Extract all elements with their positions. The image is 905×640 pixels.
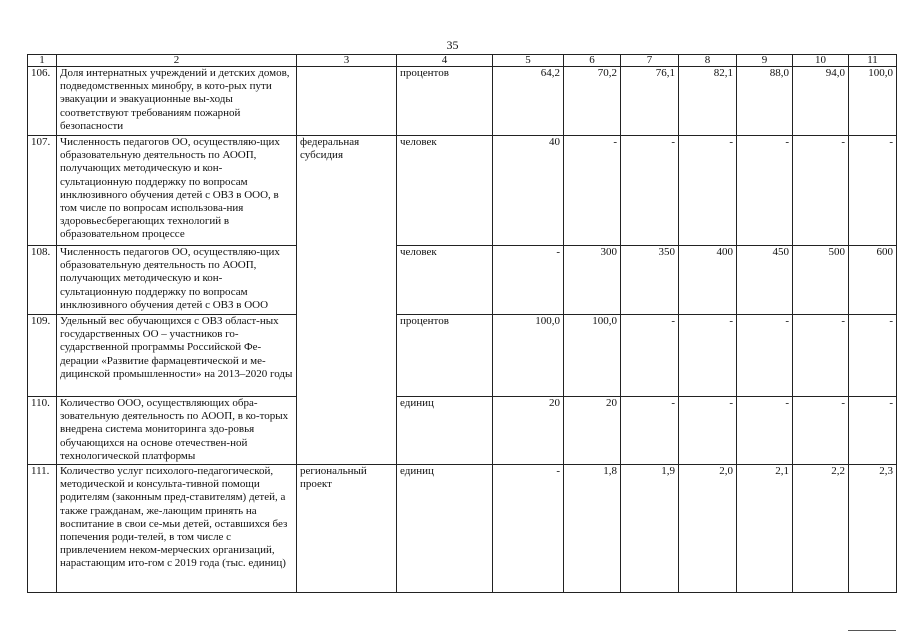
- value-cell: 100,0: [493, 315, 564, 397]
- column-header: 10: [793, 55, 849, 67]
- value-cell: 76,1: [621, 67, 679, 136]
- table-row: [28, 315, 897, 397]
- column-header: 9: [737, 55, 793, 67]
- table-row: [28, 67, 897, 136]
- value-cell: -: [621, 397, 679, 465]
- indicator-name: Количество услуг психолого-педагогической, методической и консульта-тивной помощи родителям (законным пред-ставителям) детей, а также гражданам, же-лающим принять на воспитание в свои се-мьи детей, оставшихся без попечения роди-телей, в том числе с привлечением неком-мерческих организаций, нарастающим ито-гом с 2019 года (тыс. единиц): [57, 465, 297, 593]
- funding-source: региональный проект: [297, 465, 397, 593]
- value-cell: 500: [793, 246, 849, 315]
- table-row: [28, 136, 897, 246]
- unit: процентов: [397, 315, 493, 397]
- value-cell: 1,9: [621, 465, 679, 593]
- value-cell: -: [493, 246, 564, 315]
- page-number: 35: [446, 38, 459, 52]
- column-header: 8: [679, 55, 737, 67]
- unit: единиц: [397, 465, 493, 593]
- unit: человек: [397, 246, 493, 315]
- value-cell: -: [564, 136, 621, 246]
- value-cell: 82,1: [679, 67, 737, 136]
- value-cell: 450: [737, 246, 793, 315]
- value-cell: -: [679, 315, 737, 397]
- row-number: 108.: [28, 246, 57, 315]
- value-cell: -: [621, 136, 679, 246]
- value-cell: 600: [849, 246, 897, 315]
- value-cell: -: [793, 136, 849, 246]
- value-cell: 20: [564, 397, 621, 465]
- value-cell: -: [793, 397, 849, 465]
- value-cell: -: [737, 397, 793, 465]
- indicator-name: Доля интернатных учреждений и детских домов, подведомственных минобру, в кото-рых пути эвакуации и эвакуационные вы-ходы соответствуют требованиям пожарной безопасности: [57, 67, 297, 136]
- value-cell: 20: [493, 397, 564, 465]
- value-cell: 40: [493, 136, 564, 246]
- column-header: 1: [28, 55, 57, 67]
- funding-source: [297, 67, 397, 136]
- value-cell: 2,0: [679, 465, 737, 593]
- value-cell: 70,2: [564, 67, 621, 136]
- funding-source: федеральная субсидия: [297, 136, 397, 465]
- value-cell: 400: [679, 246, 737, 315]
- column-header: 6: [564, 55, 621, 67]
- value-cell: -: [493, 465, 564, 593]
- value-cell: -: [737, 136, 793, 246]
- column-header: 3: [297, 55, 397, 67]
- column-header: 7: [621, 55, 679, 67]
- row-number: 110.: [28, 397, 57, 465]
- value-cell: -: [849, 397, 897, 465]
- value-cell: 2,3: [849, 465, 897, 593]
- value-cell: 300: [564, 246, 621, 315]
- unit: человек: [397, 136, 493, 246]
- indicators-table: [27, 54, 897, 593]
- row-number: 111.: [28, 465, 57, 593]
- column-header: 2: [57, 55, 297, 67]
- indicator-name: Количество ООО, осуществляющих обра-зовательную деятельность по АООП, в ко-торых внедрена система мониторинга здо-ровья обучающихся на основе отечествен-ной технологической платформы: [57, 397, 297, 465]
- value-cell: -: [621, 315, 679, 397]
- column-header: 5: [493, 55, 564, 67]
- value-cell: 100,0: [849, 67, 897, 136]
- unit: процентов: [397, 67, 493, 136]
- row-number: 107.: [28, 136, 57, 246]
- table-row: [28, 465, 897, 593]
- indicator-name: Численность педагогов ОО, осуществляю-щих образовательную деятельность по АООП, получающих методическую и кон-сультационную поддержку по вопросам инклюзивного обучения детей с ОВЗ в ООО: [57, 246, 297, 315]
- value-cell: 2,2: [793, 465, 849, 593]
- indicator-name: Численность педагогов ОО, осуществляю-щих образовательную деятельность по АООП, получающих методическую и кон-сультационную поддержку по вопросам инклюзивного обучения детей с ОВЗ в ООО, в том числе по вопросам использова-ния здоровьесберегающих технологий в образовательном процессе: [57, 136, 297, 246]
- value-cell: -: [793, 315, 849, 397]
- table-row: [28, 246, 897, 315]
- value-cell: 100,0: [564, 315, 621, 397]
- value-cell: -: [849, 315, 897, 397]
- table-row: [28, 397, 897, 465]
- value-cell: -: [849, 136, 897, 246]
- value-cell: 350: [621, 246, 679, 315]
- value-cell: -: [679, 136, 737, 246]
- row-number: 109.: [28, 315, 57, 397]
- indicator-name: Удельный вес обучающихся с ОВЗ област-ных государственных ОО – участников го-сударственной программы Российской Фе-дерации «Развитие фармацевтической и ме-дицинской промышленности» на 2013–2020 годы: [57, 315, 297, 397]
- column-header: 11: [849, 55, 897, 67]
- value-cell: 64,2: [493, 67, 564, 136]
- unit: единиц: [397, 397, 493, 465]
- row-number: 106.: [28, 67, 57, 136]
- table-header-row: [28, 55, 897, 67]
- column-header: 4: [397, 55, 493, 67]
- value-cell: 2,1: [737, 465, 793, 593]
- value-cell: 88,0: [737, 67, 793, 136]
- footer-divider: [848, 630, 896, 631]
- value-cell: 94,0: [793, 67, 849, 136]
- value-cell: -: [737, 315, 793, 397]
- value-cell: 1,8: [564, 465, 621, 593]
- value-cell: -: [679, 397, 737, 465]
